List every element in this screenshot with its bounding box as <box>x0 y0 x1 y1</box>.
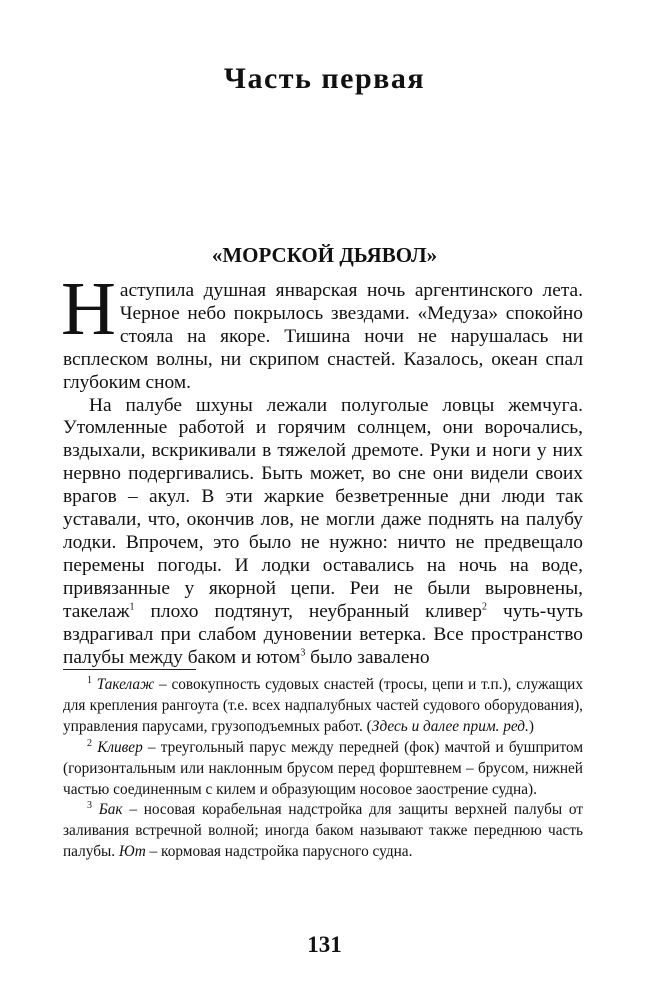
footnote-text-end: ) <box>528 717 534 735</box>
footnote-term: Бак <box>98 801 123 819</box>
footnote-text: – носовая корабельная надстройка для защиты верхней палубы от заливания встречной волной; иногда баком называют также переднюю часть палубы. <box>63 801 584 861</box>
paragraph-1-text: аступила душная январская ночь аргентинского лета. Черное небо покрылось звездами. «Медуза» спокойно стояла на якоре. Тишина ночи не нарушалась ни всплеском волны, ни скрипом снастей. Казалось, океан спал глубоким сном. <box>63 280 583 393</box>
footnotes <box>63 675 583 863</box>
paragraph-2-text-d: было завалено <box>305 646 430 668</box>
footnote-3 <box>63 800 583 863</box>
footnote-text: – треугольный парус между передней (фок) мачтой и бушпритом (горизонтальным или наклонным брусом перед форштевнем – брусом, нижней частью соединенным с килем и образующим носовое заострение судна). <box>63 738 583 798</box>
page-number: 131 <box>307 932 342 957</box>
paragraph-2-text-a: На палубе шхуны лежали полуголые ловцы жемчуга. Утомленные работой и горячим солнцем, они ворочались, вздыхали, вскрикивали в тяжелой дремоте. Руки и ноги у них нервно подергивались. Быть может, во сне они видели своих врагов – акул. В эти жаркие безветренные дни люди так уставали, что, окончив лов, не могли даже поднять на палубу лодки. Впрочем, это было не нужно: ничто не предвещало перемены погоды. И лодки оставались на ночь на воде, привязанные у якорной цепи. Реи не были выровнены, такелаж <box>63 394 583 622</box>
drop-cap: Н <box>61 267 116 351</box>
footnote-number: 3 <box>87 800 92 812</box>
paragraph-2 <box>63 395 583 670</box>
paragraph-2-text-b: плохо подтянут, неубранный кливер <box>134 600 482 622</box>
footnote-number: 1 <box>87 674 92 686</box>
editor-note: Здесь и далее прим. ред. <box>371 717 529 735</box>
footnote-2 <box>63 738 583 801</box>
footnote-term: Кливер <box>97 738 143 756</box>
footnote-1 <box>63 675 583 738</box>
footnote-term-2: Ют <box>118 843 146 861</box>
paragraph-2-text-c: чуть-чуть вздрагивал при слабом дуновении ветерка. Все пространство палубы между баком и ютом <box>63 600 583 668</box>
main-text <box>61 267 583 669</box>
footnote-text-end: – кормовая надстройка парусного судна. <box>145 843 413 861</box>
footnote-separator <box>63 669 196 670</box>
footnote-ref-1[interactable]: 1 <box>129 601 135 613</box>
chapter-title: «МОРСКОЙ ДЬЯВОЛ» <box>211 243 438 267</box>
footnote-ref-3[interactable]: 3 <box>300 647 306 659</box>
paragraph-1 <box>61 267 583 395</box>
footnote-ref-2[interactable]: 2 <box>482 601 487 613</box>
footnote-text: – совокупность судовых снастей (тросы, цепи и т.п.), служащих для крепления рангоута (т.е. всех надпалубных частей судового оборудования), управления парусами, грузоподъемных работ. ( <box>63 676 583 735</box>
footnote-number: 2 <box>87 737 92 749</box>
footnote-term: Такелаж <box>96 676 155 693</box>
part-title: Часть первая <box>223 62 426 95</box>
